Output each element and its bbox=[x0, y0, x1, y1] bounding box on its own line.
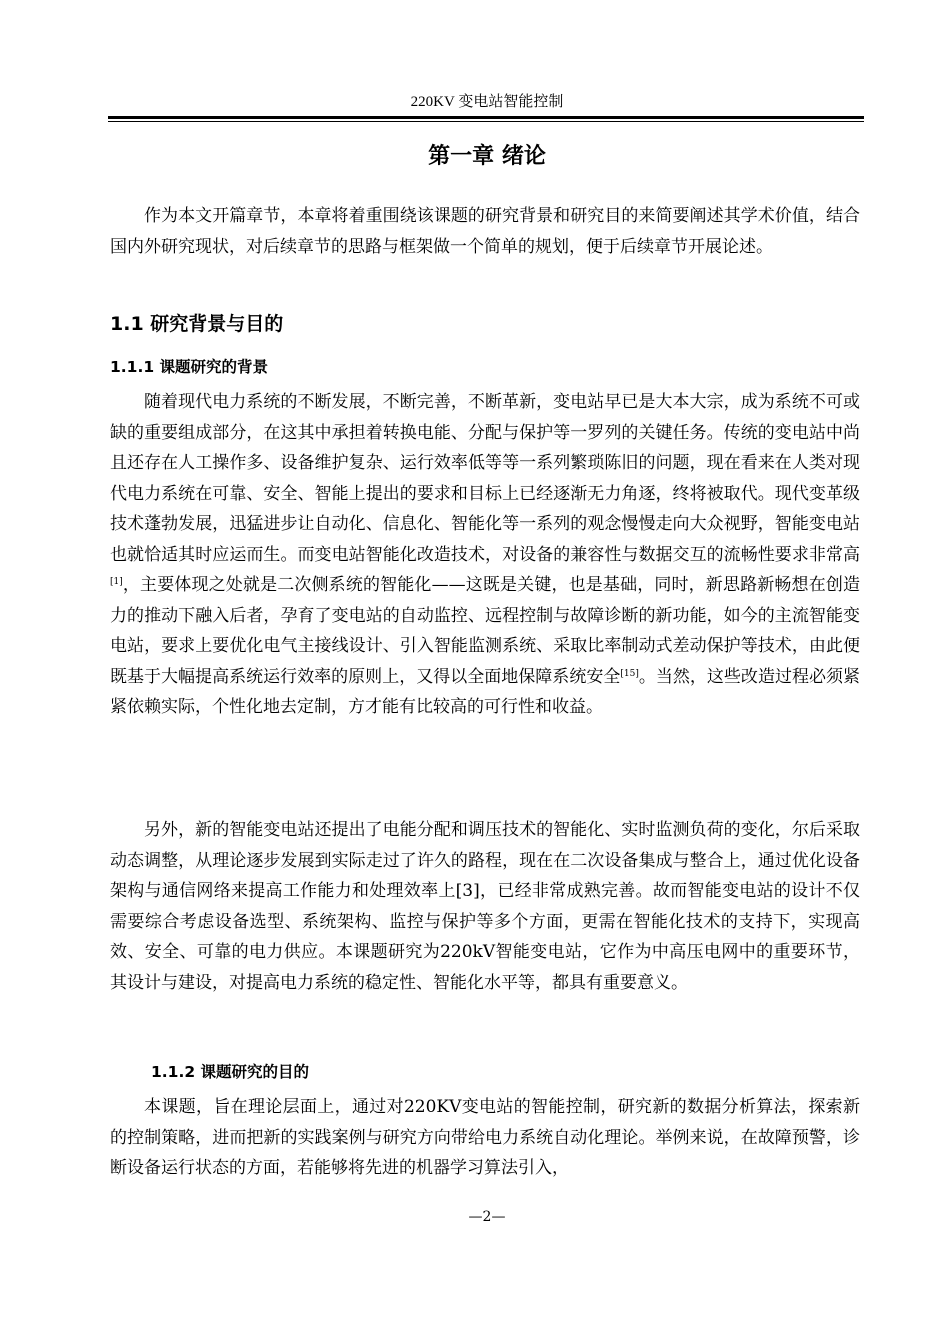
citation-1: [1] bbox=[110, 577, 123, 587]
background-paragraph-2: 另外，新的智能变电站还提出了电能分配和调压技术的智能化、实时监测负荷的变化，尔后采取动态调整，从理论逐步发展到实际走过了许久的路程，现在在二次设备集成与整合上，通过优化设备架构与通信网络来提高工作能力和处理效率上[3]，已经非常成熟完善。故而智能变电站的设计不仅需要综合考虑设备选型、系统架构、监控与保护等多个方面，更需在智能化技术的支持下，实现高效、安全、可靠的电力供应。本课题研究为220kV智能变电站，它作为中高压电网中的重要环节，其设计与建设，对提高电力系统的稳定性、智能化水平等，都具有重要意义。 bbox=[110, 820, 860, 993]
section-heading-1-1-1: 1.1.1 课题研究的背景 bbox=[110, 358, 269, 376]
background-text-part-3: 。当然，这些改造过程必须紧紧依赖实际，个性化地去定制，方才能有比较高的可行性和收益。 bbox=[110, 666, 860, 717]
chapter-title: 第一章 绪论 bbox=[428, 144, 546, 169]
page-number: —2— bbox=[468, 1209, 506, 1225]
intro-paragraph: 作为本文开篇章节，本章将着重围绕该课题的研究背景和研究目的来简要阐述其学术价值，结合国内外研究现状，对后续章节的思路与框架做一个简单的规划，便于后续章节开展论述。 bbox=[110, 206, 860, 257]
purpose-paragraph-1: 本课题，旨在理论层面上，通过对220KV变电站的智能控制，研究新的数据分析算法，探索新的控制策略，进而把新的实践案例与研究方向带给电力系统自动化理论。举例来说，在故障预警，诊断设备运行状态的方面，若能够将先进的机器学习算法引入， bbox=[110, 1097, 860, 1178]
page-header-title: 220KV 变电站智能控制 bbox=[410, 94, 564, 110]
background-paragraph-1 bbox=[110, 387, 860, 723]
header-rule-thick bbox=[108, 116, 864, 119]
background-text-part-1: 随着现代电力系统的不断发展，不断完善，不断革新，变电站早已是大本大宗，成为系统不可或缺的重要组成部分，在这其中承担着转换电能、分配与保护等一罗列的关键任务。传统的变电站中尚且还存在人工操作多、设备维护复杂、运行效率低等等一系列繁琐陈旧的问题，现在看来在人类对现代电力系统在可靠、安全、智能上提出的要求和目标上已经逐渐无力角逐，终将被取代。现代变革级技术蓬勃发展，迅猛进步让自动化、信息化、智能化等一系列的观念慢慢走向大众视野，智能变电站也就恰适其时应运而生。而变电站智能化改造技术，对设备的兼容性与数据交互的流畅性要求非常高 bbox=[110, 392, 860, 565]
citation-15: [15] bbox=[620, 668, 639, 679]
background-text-part-2: ，主要体现之处就是二次侧系统的智能化——这既是关键，也是基础，同时，新思路新畅想在创造力的推动下融入后者，孕育了变电站的自动监控、远程控制与故障诊断的新功能，如今的主流智能变电站，要求上要优化电气主接线设计、引入智能监测系统、采取比率制动式差动保护等技术，由此便既基于大幅提高系统运行效率的原则上，又得以全面地保障系统安全 bbox=[110, 575, 860, 687]
section-heading-1-1-2: 1.1.2 课题研究的目的 bbox=[151, 1063, 310, 1081]
header-rule-thin bbox=[108, 121, 864, 122]
section-heading-1-1: 1.1 研究背景与目的 bbox=[110, 313, 284, 335]
